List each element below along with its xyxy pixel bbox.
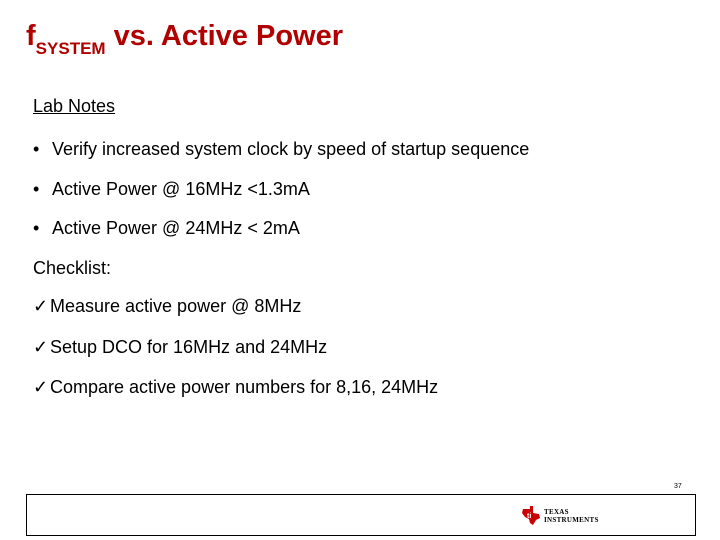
checklist-item <box>33 338 327 356</box>
title-rest: vs. Active Power <box>113 20 344 52</box>
texas-state-icon <box>520 505 542 527</box>
texas-instruments-logo <box>520 505 620 527</box>
logo-wordmark <box>544 508 599 524</box>
slide-title <box>26 20 344 58</box>
lab-note-item <box>33 180 310 198</box>
bullet-icon: • <box>33 139 40 159</box>
title-subscript: SYSTEM <box>35 39 106 58</box>
checkmark-icon: ✓ <box>33 337 49 357</box>
checklist-item <box>33 378 438 396</box>
lab-note-text: Verify increased system clock by speed of startup sequence <box>52 139 530 159</box>
logo-line2: INSTRUMENTS <box>544 516 599 524</box>
checklist-text: Compare active power numbers for 8,16, 24MHz <box>50 377 439 397</box>
bullet-icon: • <box>33 218 40 238</box>
checklist-text: Measure active power @ 8MHz <box>50 296 302 316</box>
lab-notes-heading: Lab Notes <box>33 96 116 116</box>
logo-line1: TEXAS <box>544 508 569 516</box>
lab-note-item <box>33 140 529 158</box>
svg-text:ti: ti <box>527 513 532 520</box>
checkmark-icon: ✓ <box>33 296 49 316</box>
bullet-icon: • <box>33 179 40 199</box>
lab-note-item <box>33 219 300 237</box>
lab-note-text: Active Power @ 24MHz < 2mA <box>52 218 300 238</box>
checklist-heading: Checklist: <box>33 258 112 278</box>
page-number: 37 <box>674 483 682 490</box>
lab-note-text: Active Power @ 16MHz <1.3mA <box>52 179 310 199</box>
checkmark-icon: ✓ <box>33 377 49 397</box>
checklist-item <box>33 297 301 315</box>
title-f: f <box>26 20 36 52</box>
checklist-text: Setup DCO for 16MHz and 24MHz <box>50 337 328 357</box>
